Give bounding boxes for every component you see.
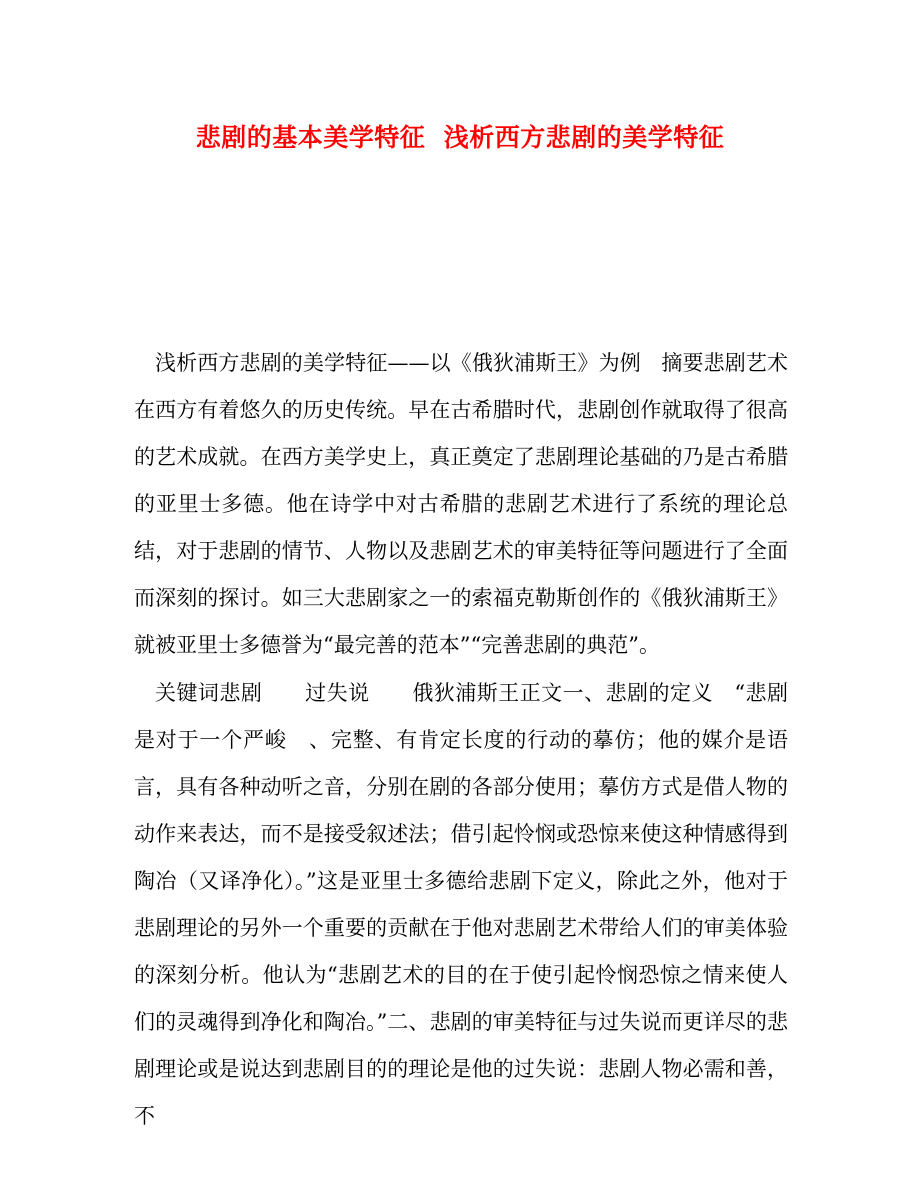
- paragraph-abstract: 浅析西方悲剧的美学特征——以《俄狄浦斯王》为例 摘要悲剧艺术在西方有着悠久的历史传统。早在古希腊时代，悲剧创作就取得了很高的艺术成就。在西方美学史上，真正奠定了悲剧理论基础的乃是古希腊的亚里士多德。他在诗学中对古希腊的悲剧艺术进行了系统的理论总结，对于悲剧的情节、人物以及悲剧艺术的审美特征等问题进行了全面而深刻的探讨。如三大悲剧家之一的索福克勒斯创作的《俄狄浦斯王》就被亚里士多德誉为“最完善的范本”“完善悲剧的典范”。: [134, 351, 788, 657]
- paragraph-body: 关键词悲剧 过失说 俄狄浦斯王正文一、悲剧的定义 “悲剧是对于一个严峻 、完整、有肯定长度的行动的摹仿；他的媒介是语言，具有各种动听之音，分别在剧的各部分使用；摹仿方式是借人物的动作来表达，而不是接受叙述法；借引起怜悯或恐惊来使这种情感得到陶冶（又译净化）。”这是亚里士多德给悲剧下定义，除此之外，他对于悲剧理论的另外一个重要的贡献在于他对悲剧艺术带给人们的审美体验的深刻分析。他认为“悲剧艺术的目的在于使引起怜悯恐惊之情来使人们的灵魂得到净化和陶冶。”二、悲剧的审美特征与过失说而更详尽的悲剧理论或是说达到悲剧目的的理论是他的过失说：悲剧人物必需和善，不: [134, 681, 788, 1128]
- document-title: 悲剧的基本美学特征 浅析西方悲剧的美学特征: [195, 123, 725, 152]
